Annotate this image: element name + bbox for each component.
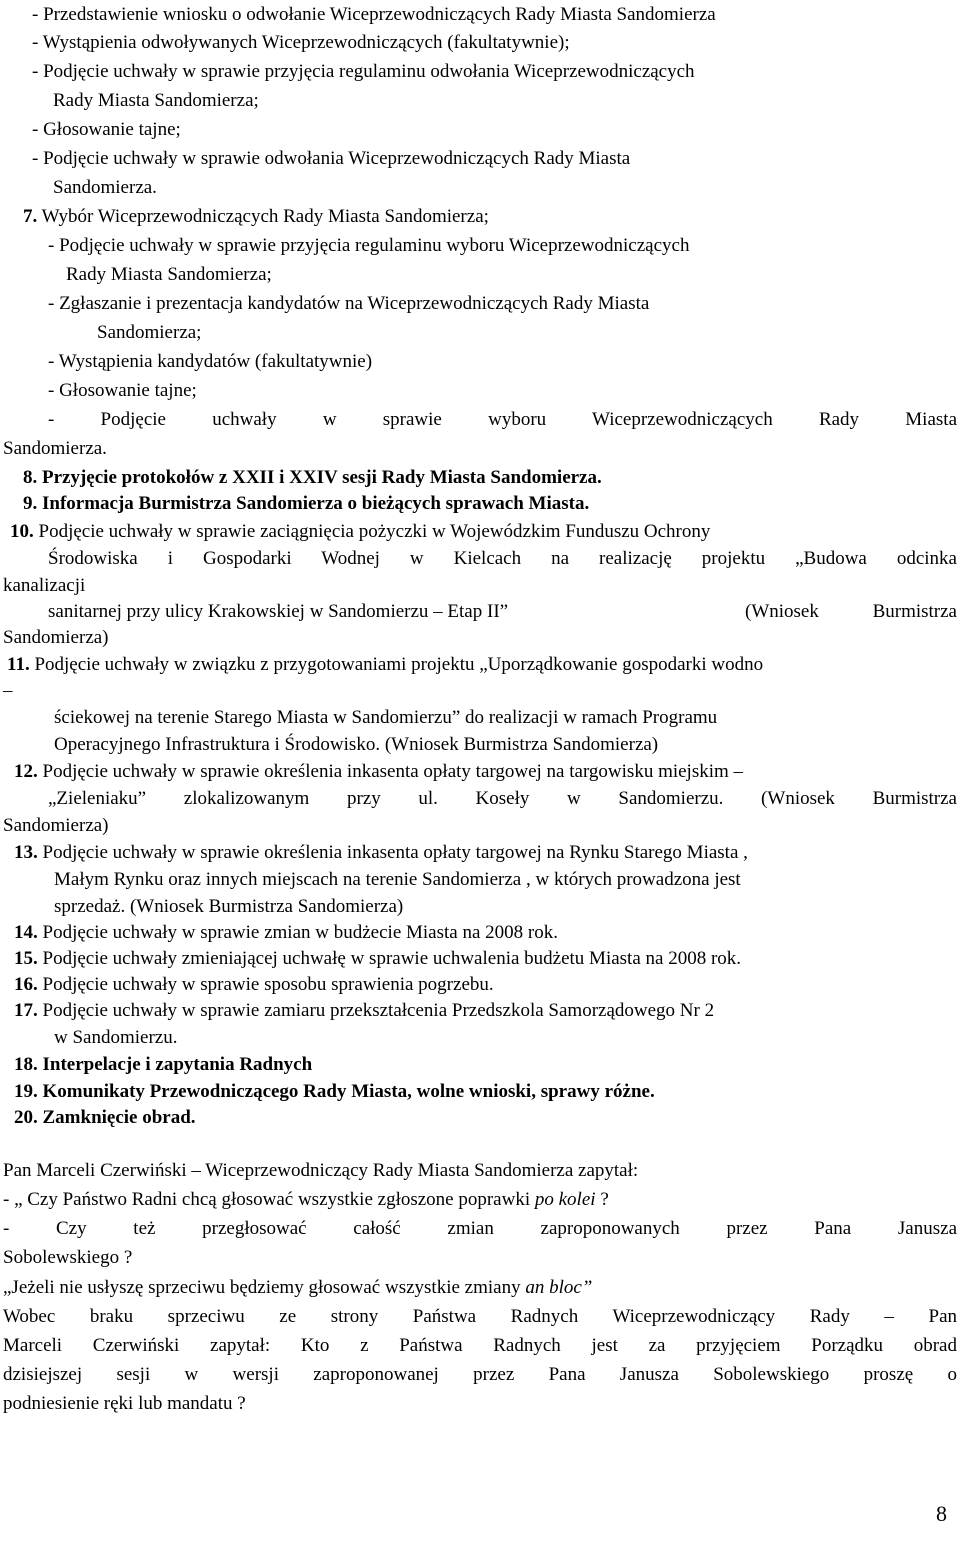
agenda-item-13	[14, 839, 748, 866]
agenda-item-7	[23, 203, 489, 230]
agenda-item-continuation: Środowiska i Gospodarki Wodnej w Kielcach na realizację projektu „Budowa odcinka	[48, 548, 957, 569]
item-number: 15.	[14, 948, 38, 969]
item-text: Podjęcie uchwały zmieniającej uchwałę w sprawie uchwalenia budżetu Miasta na 2008 rok.	[42, 948, 742, 969]
agenda-subitem-continuation: Rady Miasta Sandomierza;	[66, 264, 272, 285]
agenda-item-continuation: „Zieleniaku” zlokalizowanym przy ul. Koseły w Sandomierzu. (Wniosek Burmistrza	[48, 788, 957, 809]
agenda-item-continuation: ściekowej na terenie Starego Miasta w Sandomierzu” do realizacji w ramach Programu	[54, 707, 718, 728]
paragraph-line: Wobec braku sprzeciwu ze strony Państwa Radnych Wiceprzewodniczący Rady – Pan	[3, 1306, 957, 1327]
agenda-item-17	[14, 997, 714, 1024]
item-text: Informacja Burmistrza Sandomierza o bieżących sprawach Miasta.	[42, 493, 590, 514]
item-text: Wybór Wiceprzewodniczących Rady Miasta Sandomierza;	[41, 206, 489, 227]
item-text: Podjęcie uchwały w związku z przygotowaniami projektu „Uporządkowanie gospodarki wodno	[34, 654, 764, 675]
item-number: 10.	[10, 521, 34, 542]
item-text: Interpelacje i zapytania Radnych	[42, 1054, 313, 1075]
agenda-item-12	[14, 758, 743, 785]
agenda-item-10	[10, 518, 710, 545]
item-text: Podjęcie uchwały w sprawie określenia inkasenta opłaty targowej na targowisku miejskim –	[42, 761, 744, 782]
agenda-subitem-continuation: Sandomierza.	[53, 177, 157, 198]
item-number: 14.	[14, 922, 38, 943]
agenda-item-continuation: sanitarnej przy ulicy Krakowskiej w Sandomierzu – Etap II”	[48, 601, 509, 622]
agenda-item-continuation: –	[3, 680, 13, 701]
item-number: 18.	[14, 1054, 38, 1075]
item-number: 20.	[14, 1107, 38, 1128]
speaker-line: Pan Marceli Czerwiński – Wiceprzewodniczący Rady Miasta Sandomierza zapytał:	[3, 1160, 639, 1181]
item-number: 7.	[23, 206, 38, 227]
agenda-item-continuation: Małym Rynku oraz innych miejscach na terenie Sandomierza , w których prowadzona jest	[54, 869, 741, 890]
agenda-subitem: - Wystąpienia odwoływanych Wiceprzewodniczących (fakultatywnie);	[32, 32, 570, 53]
item-number: 12.	[14, 761, 38, 782]
agenda-item-continuation: sprzedaż. (Wniosek Burmistrza Sandomierza)	[54, 896, 404, 917]
agenda-item-15	[14, 945, 741, 972]
item-number: 9.	[23, 493, 38, 514]
agenda-item-continuation: Sandomierza)	[3, 627, 109, 648]
agenda-subitem: - Podjęcie uchwały w sprawie odwołania Wiceprzewodniczących Rady Miasta	[32, 148, 631, 169]
agenda-item-continuation: Sandomierza)	[3, 815, 109, 836]
agenda-item-14	[14, 919, 558, 946]
item-number: 17.	[14, 1000, 38, 1021]
item-number: 16.	[14, 974, 38, 995]
agenda-item-9	[23, 490, 589, 517]
question-line-continuation: Sobolewskiego ?	[3, 1247, 133, 1268]
agenda-subitem: - Głosowanie tajne;	[32, 119, 181, 140]
item-number: 8.	[23, 467, 38, 488]
agenda-item-20	[14, 1104, 196, 1131]
item-number: 19.	[14, 1081, 38, 1102]
agenda-item-continuation: (Wniosek Burmistrza	[745, 601, 957, 622]
agenda-item-19	[14, 1078, 655, 1105]
item-text: Komunikaty Przewodniczącego Rady Miasta, wolne wnioski, sprawy różne.	[42, 1081, 655, 1102]
item-text: Podjęcie uchwały w sprawie sposobu sprawienia pogrzebu.	[42, 974, 494, 995]
question-line: - Czy też przegłosować całość zmian zaproponowanych przez Pana Janusza	[3, 1218, 957, 1239]
agenda-subitem: - Podjęcie uchwały w sprawie przyjęcia regulaminu wyboru Wiceprzewodniczących	[48, 235, 690, 256]
agenda-subitem-continuation: Rady Miasta Sandomierza;	[53, 90, 259, 111]
agenda-item-continuation: Operacyjnego Infrastruktura i Środowisko. (Wniosek Burmistrza Sandomierza)	[54, 734, 659, 755]
agenda-subitem-continuation: Sandomierza.	[3, 438, 107, 459]
item-text: Podjęcie uchwały w sprawie zmian w budżecie Miasta na 2008 rok.	[42, 922, 558, 943]
agenda-subitem-continuation: Sandomierza;	[97, 322, 202, 343]
agenda-item-11	[7, 651, 763, 678]
item-text: Zamknięcie obrad.	[42, 1107, 196, 1128]
agenda-subitem: - Podjęcie uchwały w sprawie wyboru Wiceprzewodniczących Rady Miasta	[48, 409, 957, 430]
paragraph-line: dzisiejszej sesji w wersji zaproponowanej przez Pana Janusza Sobolewskiego proszę o	[3, 1364, 957, 1385]
item-text: Przyjęcie protokołów z XXII i XXIV sesji Rady Miasta Sandomierza.	[42, 467, 602, 488]
agenda-item-continuation: w Sandomierzu.	[54, 1027, 178, 1048]
paragraph-line: podniesienie ręki lub mandatu ?	[3, 1393, 246, 1414]
page-number: 8	[936, 1501, 947, 1526]
agenda-item-18	[14, 1051, 312, 1078]
paragraph-line: Marceli Czerwiński zapytał: Kto z Państwa Radnych jest za przyjęciem Porządku obrad	[3, 1335, 957, 1356]
agenda-subitem: - Przedstawienie wniosku o odwołanie Wiceprzewodniczących Rady Miasta Sandomierza	[32, 4, 716, 25]
agenda-item-8	[23, 464, 602, 491]
item-text: Podjęcie uchwały w sprawie zaciągnięcia pożyczki w Wojewódzkim Funduszu Ochrony	[38, 521, 711, 542]
item-number: 13.	[14, 842, 38, 863]
agenda-subitem: - Podjęcie uchwały w sprawie przyjęcia regulaminu odwołania Wiceprzewodniczących	[32, 61, 695, 82]
agenda-subitem: - Wystąpienia kandydatów (fakultatywnie)	[48, 351, 373, 372]
statement-line: „Jeżeli nie usłyszę sprzeciwu będziemy głosować wszystkie zmiany an bloc”	[3, 1277, 593, 1298]
item-text: Podjęcie uchwały w sprawie określenia inkasenta opłaty targowej na Rynku Starego Miasta ,	[42, 842, 748, 863]
agenda-subitem: - Zgłaszanie i prezentacja kandydatów na Wiceprzewodniczących Rady Miasta	[48, 293, 650, 314]
agenda-item-continuation: kanalizacji	[3, 575, 86, 596]
agenda-item-16	[14, 971, 494, 998]
item-number: 11.	[7, 654, 30, 675]
item-text: Podjęcie uchwały w sprawie zamiaru przekształcenia Przedszkola Samorządowego Nr 2	[42, 1000, 715, 1021]
italic-phrase: an bloc”	[525, 1277, 593, 1298]
italic-phrase: po kolei	[534, 1189, 596, 1210]
agenda-subitem: - Głosowanie tajne;	[48, 380, 197, 401]
question-line: - „ Czy Państwo Radni chcą głosować wszystkie zgłoszone poprawki po kolei ?	[3, 1189, 609, 1210]
